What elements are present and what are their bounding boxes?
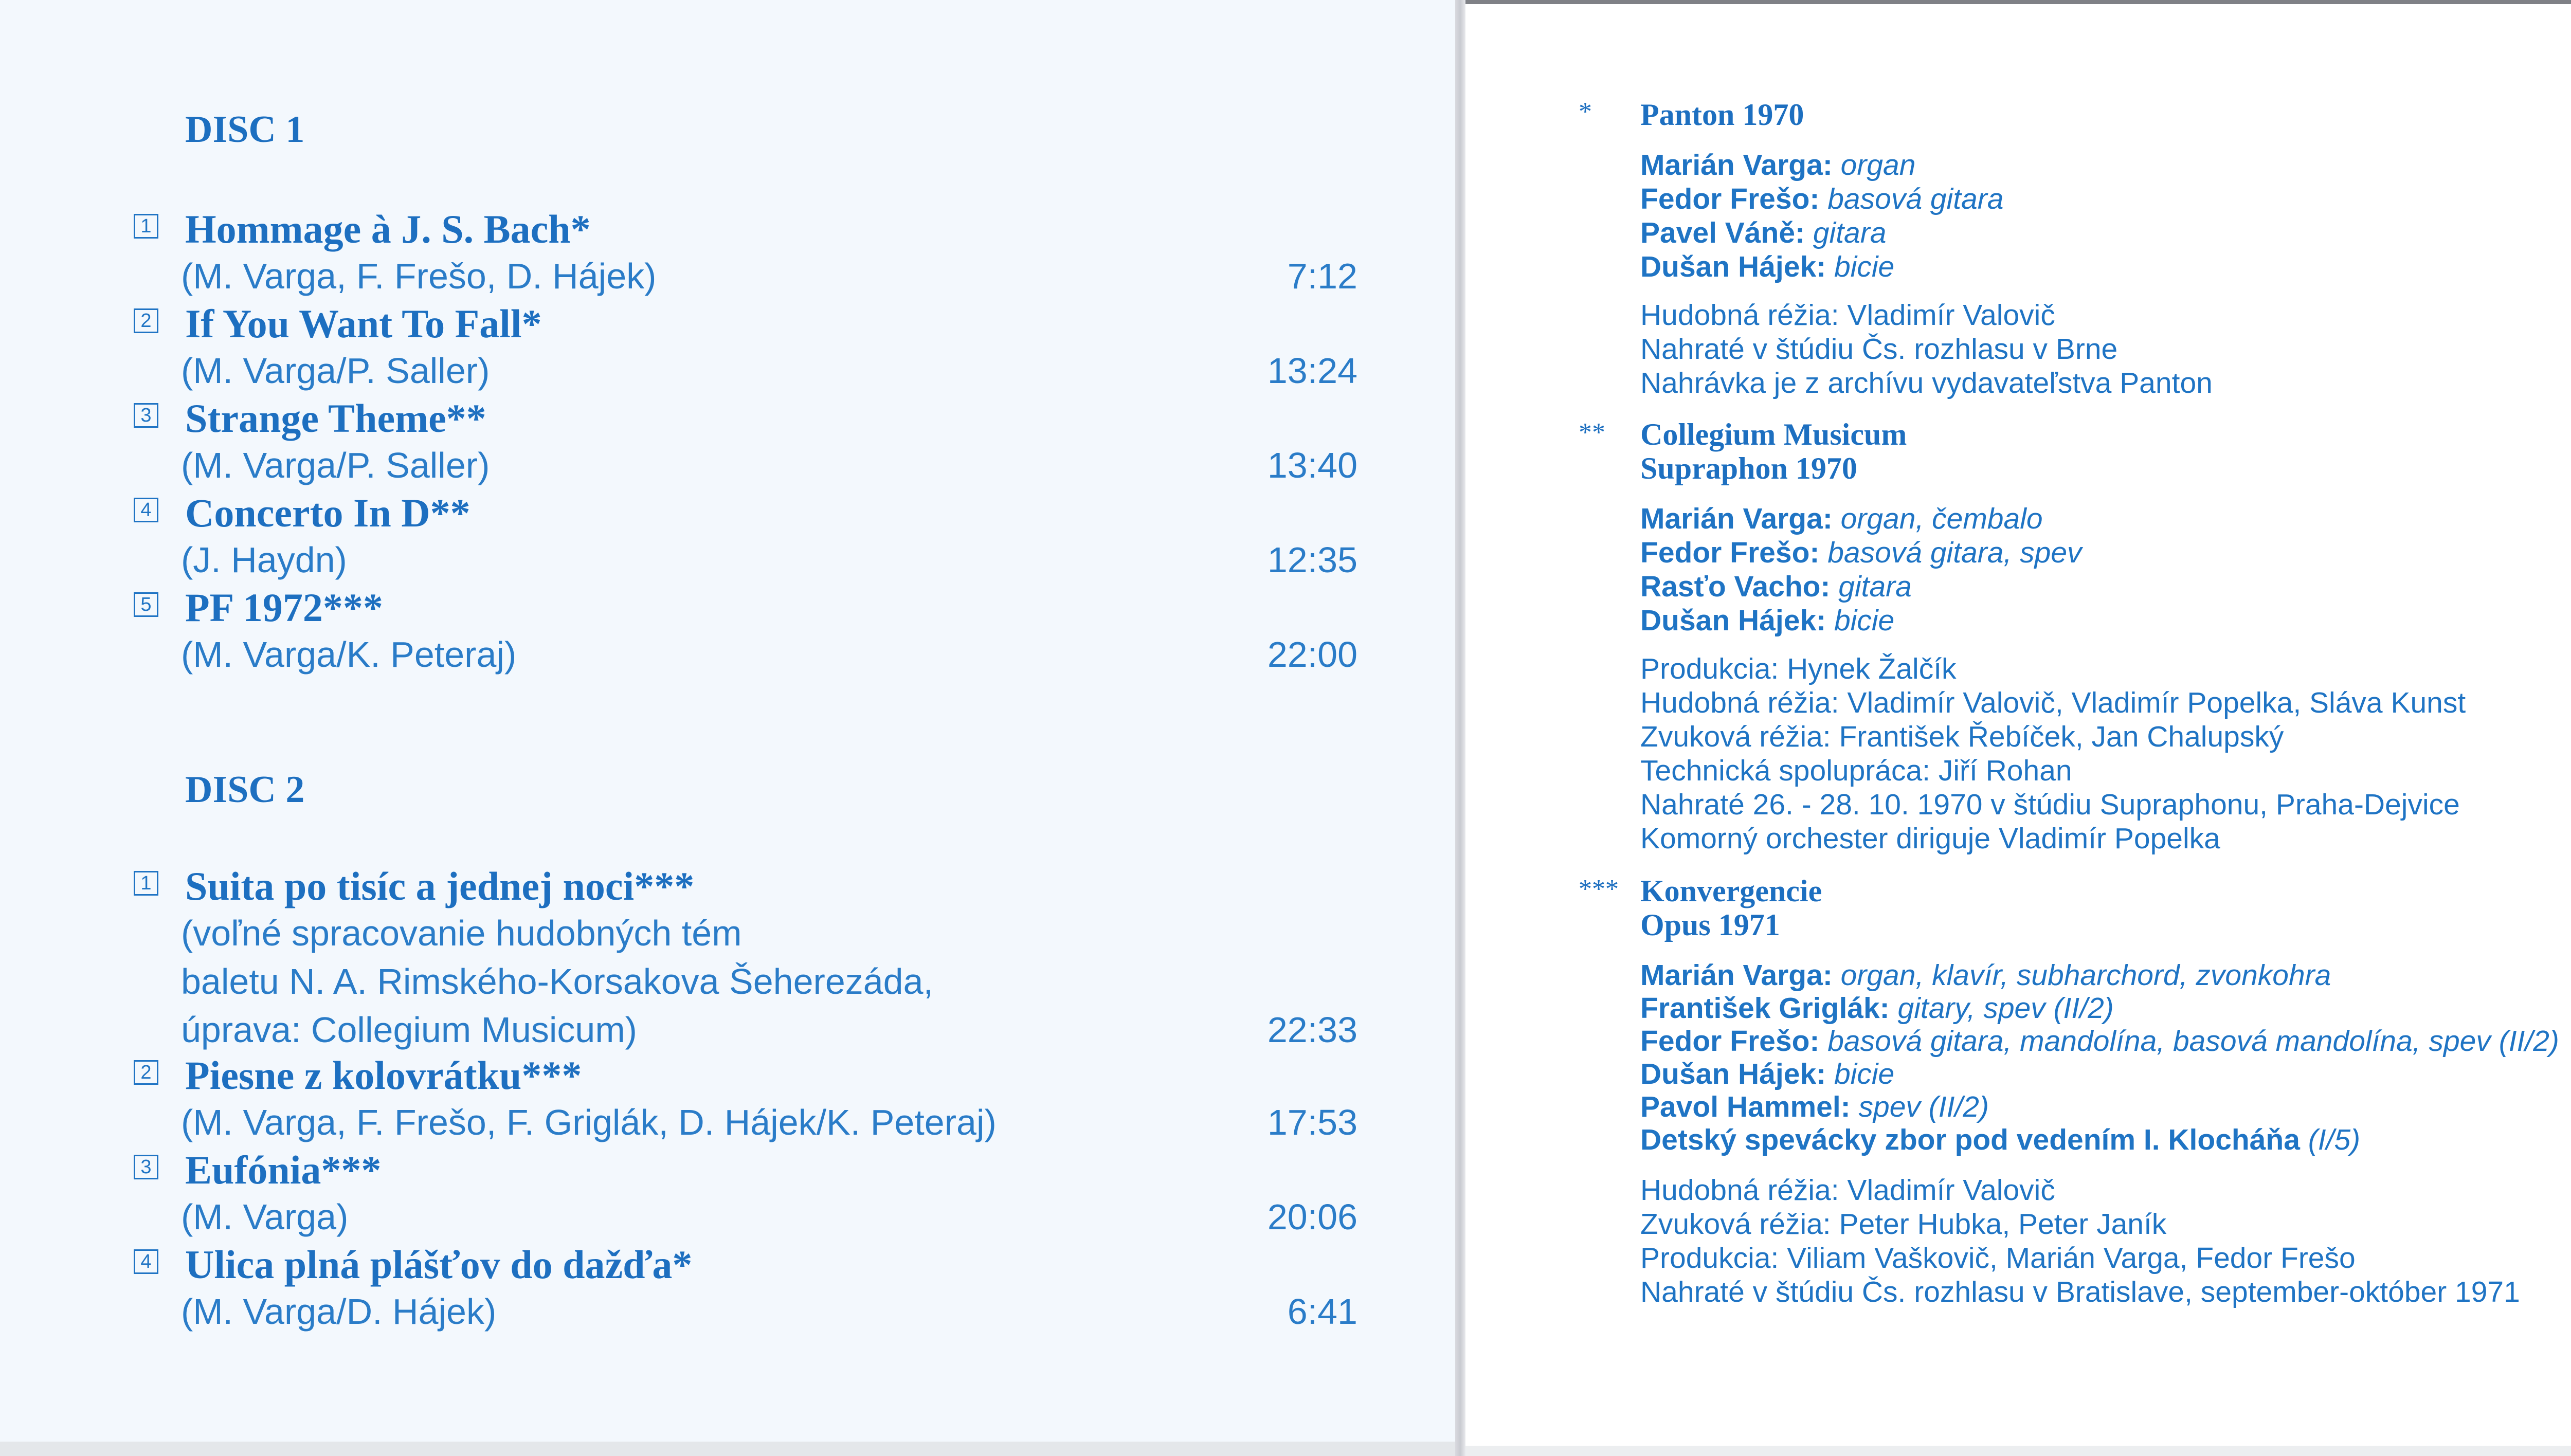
track-duration: 17:53 <box>1267 1102 1357 1142</box>
session-heading: Panton 1970 <box>1640 98 1804 132</box>
track-title: Suita po tisíc a jednej noci*** <box>185 864 695 908</box>
credit-line: Zvuková réžia: Peter Hubka, Peter Janík <box>1640 1208 2167 1241</box>
right-page <box>1465 0 2571 1456</box>
footnote-mark: * <box>1579 97 1592 126</box>
track-credits: (M. Varga, F. Frešo, D. Hájek) <box>181 256 657 296</box>
musician-name: Marián Varga: <box>1640 502 1833 535</box>
musician-line <box>1640 604 1894 638</box>
musician-role: gitary, spev (II/2) <box>1897 992 2114 1025</box>
session-subheading: Opus 1971 <box>1640 908 1780 942</box>
track-title: If You Want To Fall* <box>185 301 542 346</box>
musician-role: bicie <box>1834 250 1895 283</box>
credit-line: Nahraté v štúdiu Čs. rozhlasu v Brne <box>1640 333 2118 366</box>
track-number: 4 <box>134 498 158 522</box>
musician-name: Rasťo Vacho: <box>1640 570 1831 603</box>
track-title: Ulica plná plášťov do dažďa* <box>185 1242 693 1287</box>
credit-line: Produkcia: Viliam Vaškovič, Marián Varga, Fedor Frešo <box>1640 1242 2356 1275</box>
track-credits-line: baletu N. A. Rimského-Korsakova Šeherezáda, <box>181 961 933 1002</box>
track-number: 1 <box>134 871 158 896</box>
musician-line <box>1640 1090 1989 1124</box>
credit-line: Hudobná réžia: Vladimír Valovič <box>1640 299 2055 332</box>
musician-name: Pavol Hammel: <box>1640 1090 1851 1123</box>
track-duration: 13:24 <box>1267 351 1357 391</box>
track-title: Strange Theme** <box>185 396 486 441</box>
musician-role: spev (II/2) <box>1858 1090 1989 1123</box>
track-duration: 13:40 <box>1267 445 1357 485</box>
musician-line <box>1640 1123 2360 1157</box>
musician-role: gitara <box>1813 216 1887 249</box>
track-title: Eufónia*** <box>185 1148 382 1192</box>
musician-name: Fedor Frešo: <box>1640 183 1820 215</box>
credit-line: Nahraté 26. - 28. 10. 1970 v štúdiu Supraphonu, Praha-Dejvice <box>1640 788 2460 821</box>
session-subheading: Supraphon 1970 <box>1640 451 1857 485</box>
disc-1-title: DISC 1 <box>185 108 305 151</box>
musician-line <box>1640 216 1886 250</box>
musician-line <box>1640 250 1894 284</box>
disc-2-title: DISC 2 <box>185 769 305 811</box>
track-number: 2 <box>134 308 158 333</box>
musician-role: (I/5) <box>2308 1123 2361 1156</box>
credit-line: Nahraté v štúdiu Čs. rozhlasu v Bratislave, september-október 1971 <box>1640 1276 2520 1308</box>
musician-role: bicie <box>1834 604 1895 637</box>
track-credits-line: úprava: Collegium Musicum) <box>181 1010 637 1050</box>
credit-line: Komorný orchester diriguje Vladimír Popelka <box>1640 822 2220 855</box>
musician-name: Dušan Hájek: <box>1640 1058 1826 1090</box>
track-number: 3 <box>134 1155 158 1179</box>
track-credits: (J. Haydn) <box>181 540 347 580</box>
musician-name: Pavel Váně: <box>1640 216 1805 249</box>
musician-role: organ, čembalo <box>1840 502 2043 535</box>
track-title: Piesne z kolovrátku*** <box>185 1053 582 1098</box>
track-number: 3 <box>134 403 158 428</box>
track-credits: (M. Varga, F. Frešo, F. Griglák, D. Hájek/K. Peteraj) <box>181 1102 997 1142</box>
musician-role: bicie <box>1834 1058 1895 1090</box>
musician-role: organ <box>1840 149 1916 181</box>
session-heading: Collegium Musicum <box>1640 417 1907 451</box>
musician-role: organ, klavír, subharchord, zvonkohra <box>1840 959 2331 992</box>
musician-name: Fedor Frešo: <box>1640 536 1820 569</box>
musician-name: Detský spevácky zbor pod vedením I. Klocháňa <box>1640 1123 2300 1156</box>
musician-name: Marián Varga: <box>1640 959 1833 992</box>
credit-line: Nahrávka je z archívu vydavateľstva Panton <box>1640 367 2213 399</box>
track-number: 1 <box>134 214 158 239</box>
track-credits: (M. Varga/P. Saller) <box>181 351 490 391</box>
track-duration: 20:06 <box>1267 1197 1357 1237</box>
musician-role: gitara <box>1838 570 1912 603</box>
track-credits: (M. Varga/K. Peteraj) <box>181 634 517 675</box>
track-duration: 6:41 <box>1287 1291 1357 1332</box>
musician-line <box>1640 1024 2559 1058</box>
musician-name: Marián Varga: <box>1640 149 1833 181</box>
credit-line: Hudobná réžia: Vladimír Valovič, Vladimír Popelka, Sláva Kunst <box>1640 686 2466 719</box>
musician-role: basová gitara <box>1827 183 2004 215</box>
musician-name: Dušan Hájek: <box>1640 250 1826 283</box>
track-credits: (M. Varga/D. Hájek) <box>181 1291 497 1332</box>
track-duration: 7:12 <box>1287 256 1357 296</box>
musician-line <box>1640 536 2082 570</box>
musician-name: Dušan Hájek: <box>1640 604 1826 637</box>
track-credits: (M. Varga) <box>181 1197 349 1237</box>
track-title: Concerto In D** <box>185 490 470 535</box>
musician-line <box>1640 148 1915 182</box>
footnote-mark: *** <box>1579 875 1619 904</box>
musician-line <box>1640 182 2003 216</box>
musician-line <box>1640 1057 1894 1091</box>
musician-role: basová gitara, spev <box>1827 536 2082 569</box>
credit-line: Zvuková réžia: František Řebíček, Jan Chalupský <box>1640 720 2284 753</box>
booklet-spine <box>1455 0 1465 1456</box>
credit-line: Produkcia: Hynek Žalčík <box>1640 652 1957 685</box>
musician-line <box>1640 958 2331 992</box>
track-title: Hommage à J. S. Bach* <box>185 207 591 251</box>
track-number: 5 <box>134 592 158 617</box>
musician-line <box>1640 502 2043 536</box>
track-number: 4 <box>134 1249 158 1274</box>
musician-line <box>1640 991 2114 1025</box>
track-credits: (M. Varga/P. Saller) <box>181 445 490 485</box>
track-duration: 12:35 <box>1267 540 1357 580</box>
track-credits-line: (voľné spracovanie hudobných tém <box>181 913 742 953</box>
credit-line: Technická spolupráca: Jiří Rohan <box>1640 754 2072 787</box>
musician-name: Fedor Frešo: <box>1640 1025 1820 1058</box>
musician-role: basová gitara, mandolína, basová mandolína, spev (II/2) <box>1827 1025 2559 1058</box>
track-title: PF 1972*** <box>185 585 383 630</box>
track-number: 2 <box>134 1060 158 1085</box>
musician-line <box>1640 570 1912 604</box>
track-duration: 22:00 <box>1267 634 1357 675</box>
credit-line: Hudobná réžia: Vladimír Valovič <box>1640 1174 2055 1207</box>
session-heading: Konvergencie <box>1640 874 1822 908</box>
track-duration: 22:33 <box>1267 1010 1357 1050</box>
footnote-mark: ** <box>1579 418 1605 447</box>
musician-name: František Griglák: <box>1640 992 1890 1025</box>
